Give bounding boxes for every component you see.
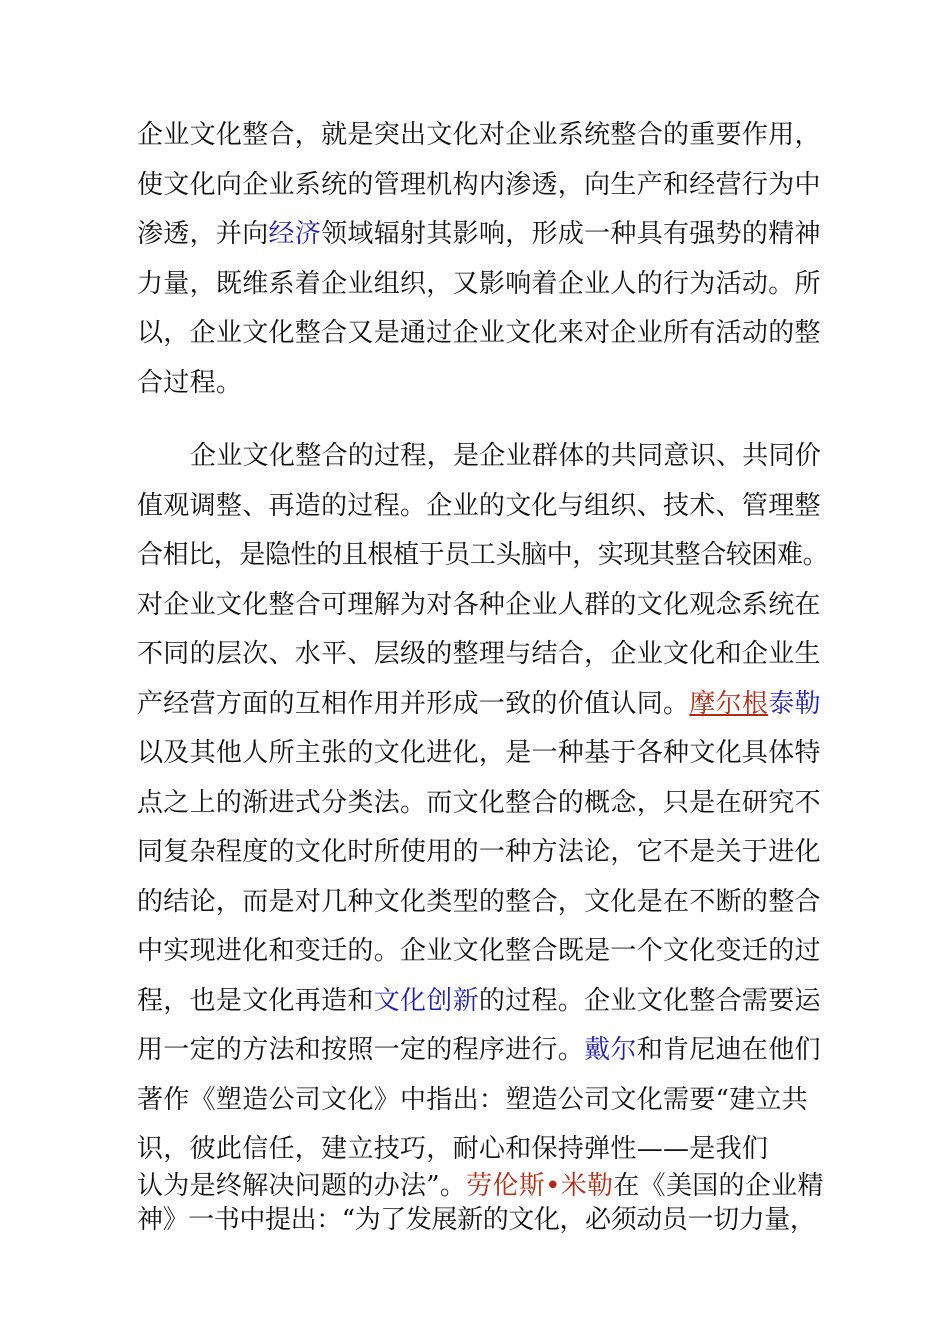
link-deal[interactable]: 戴尔 <box>584 1035 637 1065</box>
paragraph-2-line-1: 企业文化整合的过程，是企业群体的共同意识、共同价 <box>190 441 822 471</box>
paragraph-1-line-3 <box>137 216 821 252</box>
paragraph-2-line-17: 神》一书中提出：“为了发展新的文化，必须动员一切力量， <box>137 1205 816 1235</box>
paragraph-2-line-7: 以及其他人所主张的文化进化，是一种基于各种文化具体特 <box>137 738 821 768</box>
paragraph-1-line-1: 企业文化整合，就是突出文化对企业系统整合的重要作用， <box>137 120 821 150</box>
text-segment: 和肯尼迪在他们 <box>636 1035 821 1065</box>
link-taylor[interactable]: 泰勒 <box>768 689 821 719</box>
paragraph-2-line-5: 不同的层次、水平、层级的整理与结合，企业文化和企业生 <box>137 639 821 669</box>
paragraph-1-line-5: 以，企业文化整合又是通过企业文化来对企业所有活动的整 <box>137 318 821 348</box>
paragraph-2-line-2: 值观调整、再造的过程。企业的文化与组织、技术、管理整 <box>137 491 821 521</box>
link-cultural-innovation[interactable]: 文化创新 <box>373 986 479 1016</box>
paragraph-1-line-2: 使文化向企业系统的管理机构内渗透，向生产和经营行为中 <box>137 170 821 200</box>
paragraph-2-line-13 <box>137 1032 821 1068</box>
text-segment: 领域辐射其影响，形成一种具有强势的精神 <box>321 219 821 249</box>
text-segment: 的过程。企业文化整合需要运 <box>478 986 821 1016</box>
text-segment: 用一定的方法和按照一定的程序进行。 <box>137 1035 585 1065</box>
paragraph-2-line-14: 著作《塑造公司文化》中指出：塑造公司文化需要“建立共 <box>137 1085 809 1115</box>
text-segment: 产经营方面的互相作用并形成一致的价值认同。 <box>137 689 690 719</box>
paragraph-2-line-3: 合相比，是隐性的且根植于员工头脑中，实现其整合较困难。 <box>137 540 829 570</box>
paragraph-2-line-15: 识，彼此信任，建立技巧，耐心和保持弹性——是我们 <box>137 1134 769 1164</box>
text-segment: 在《美国的企业精 <box>613 1171 824 1201</box>
paragraph-2-line-8: 点之上的渐进式分类法。而文化整合的概念，只是在研究不 <box>137 788 821 818</box>
paragraph-2-line-12 <box>137 983 821 1019</box>
paragraph-2-line-16 <box>137 1168 824 1204</box>
paragraph-2-line-11: 中实现进化和变迁的。企业文化整合既是一个文化变迁的过 <box>137 936 821 966</box>
paragraph-2-line-6 <box>137 686 821 722</box>
paragraph-2-line-4: 对企业文化整合可理解为对各种企业人群的文化观念系统在 <box>137 590 821 620</box>
paragraph-2-line-10: 的结论，而是对几种文化类型的整合，文化是在不断的整合 <box>137 887 821 917</box>
link-lawrence-miller[interactable]: 劳伦斯•米勒 <box>466 1171 614 1201</box>
text-segment: 渗透，并向 <box>137 219 269 249</box>
paragraph-1-line-6: 合过程。 <box>137 368 243 398</box>
paragraph-2-line-9: 同复杂程度的文化时所使用的一种方法论，它不是关于进化 <box>137 837 821 867</box>
paragraph-1-line-4: 力量，既维系着企业组织，又影响着企业人的行为活动。所 <box>137 269 821 299</box>
text-segment: 认为是终解决问题的办法”。 <box>137 1171 467 1201</box>
link-morgan[interactable]: 摩尔根 <box>689 689 769 719</box>
link-economy[interactable]: 经济 <box>268 219 322 249</box>
text-segment: 程，也是文化再造和 <box>137 986 374 1016</box>
